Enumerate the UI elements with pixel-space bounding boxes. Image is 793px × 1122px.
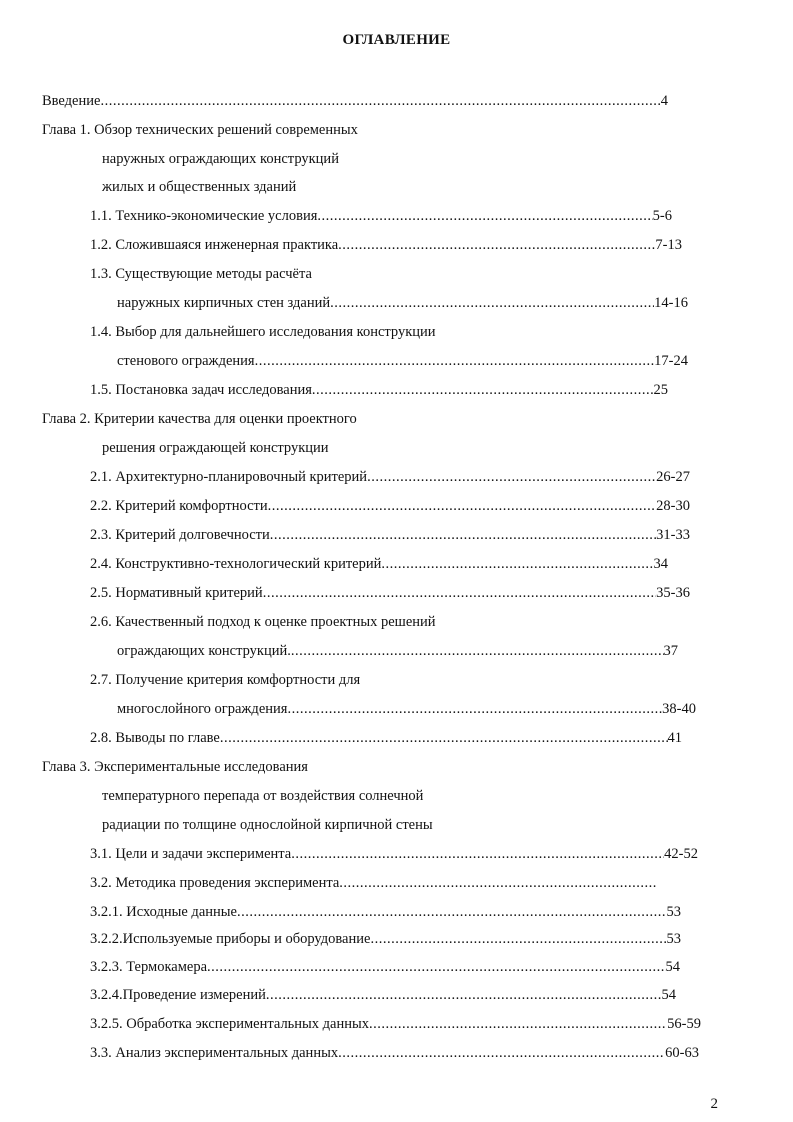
toc-entry xyxy=(90,903,681,921)
toc-entry-text: 1.2. Сложившаяся инженерная практика xyxy=(90,237,339,253)
toc-page-number: 7-13 xyxy=(655,237,682,253)
toc-entry-text: температурного перепада от воздействия солнечной xyxy=(102,788,424,804)
toc-dot-leader xyxy=(370,930,666,948)
toc-entry xyxy=(42,758,308,776)
toc-entry-text: 3.2.4.Проведение измерений xyxy=(90,987,266,1003)
toc-dot-leader xyxy=(312,381,654,399)
toc-dot-leader xyxy=(237,903,667,921)
toc-page-number: 53 xyxy=(666,931,681,947)
toc-dot-leader xyxy=(369,1015,667,1033)
toc-entry xyxy=(117,642,678,660)
toc-dot-leader xyxy=(266,986,662,1004)
toc-page-number: 4 xyxy=(660,93,668,109)
toc-entry-text: 2.3. Критерий долговечности xyxy=(90,527,270,543)
toc-entry xyxy=(90,845,698,863)
toc-entry-text: 3.2.2.Используемые приборы и оборудование xyxy=(90,931,371,947)
toc-entry xyxy=(102,178,296,196)
toc-dot-leader xyxy=(255,352,655,370)
toc-entry-text: Глава 2. Критерии качества для оценки проектного xyxy=(42,411,357,427)
toc-entry-text: стенового ограждения xyxy=(117,353,255,369)
toc-dot-leader xyxy=(338,236,655,254)
toc-entry-text: 2.7. Получение критерия комфортности для xyxy=(90,672,361,688)
toc-entry-text: 3.3. Анализ экспериментальных данных xyxy=(90,1045,339,1061)
toc-entry xyxy=(117,294,688,312)
toc-entry-text: 3.2. Методика проведения эксперимента xyxy=(90,875,340,891)
toc-entry xyxy=(90,1015,701,1033)
toc-entry xyxy=(102,439,329,457)
toc-entry xyxy=(90,468,690,486)
page-number: 2 xyxy=(710,1096,718,1112)
toc-entry-text: жилых и общественных зданий xyxy=(102,179,297,195)
toc-entry-text: 2.1. Архитектурно-планировочный критерий xyxy=(90,469,368,485)
toc-entry-text: 1.1. Технико-экономические условия xyxy=(90,208,318,224)
toc-page-number: 26-27 xyxy=(656,469,690,485)
toc-entry xyxy=(90,584,690,602)
toc-entry xyxy=(117,352,688,370)
toc-entry xyxy=(90,497,690,515)
toc-dot-leader xyxy=(268,497,657,515)
toc-entry-text: радиации по толщине однослойной кирпичной стены xyxy=(102,817,433,833)
toc-entry xyxy=(42,92,668,110)
toc-entry-text: ограждающих конструкций. xyxy=(117,643,291,659)
toc-page-number: 17-24 xyxy=(654,353,688,369)
toc-entry xyxy=(90,526,690,544)
toc-entry-text: 1.3. Существующие методы расчёта xyxy=(90,266,312,282)
toc-entry xyxy=(90,236,682,254)
toc-page-number: 53 xyxy=(666,904,681,920)
toc-entry xyxy=(90,555,668,573)
toc-page-number: 38-40 xyxy=(662,701,696,717)
toc-dot-leader xyxy=(207,958,665,976)
toc-dot-leader xyxy=(330,294,654,312)
toc-entry-text: 3.1. Цели и задачи эксперимента xyxy=(90,846,292,862)
toc-page-number: 54 xyxy=(665,959,680,975)
toc-entry-text: 2.5. Нормативный критерий xyxy=(90,585,263,601)
toc-entry-text: 2.4. Конструктивно-технологический критерий xyxy=(90,556,382,572)
toc-entry xyxy=(42,410,357,428)
toc-dot-leader xyxy=(291,642,664,660)
toc-page-number: 56-59 xyxy=(667,1016,701,1032)
toc-entry-text: 2.2. Критерий комфортности xyxy=(90,498,268,514)
toc-dot-leader xyxy=(291,845,664,863)
toc-dot-leader xyxy=(270,526,656,544)
toc-entry-text: Глава 3. Экспериментальные исследования xyxy=(42,759,308,775)
toc-entry xyxy=(90,729,682,747)
toc-page-number: 34 xyxy=(653,556,668,572)
toc-dot-leader xyxy=(263,584,656,602)
toc-entry-text: наружных кирпичных стен зданий xyxy=(117,295,331,311)
toc-entry xyxy=(42,121,358,139)
toc-entry xyxy=(102,150,339,168)
toc-entry xyxy=(90,265,312,283)
toc-page-number: 5-6 xyxy=(652,208,672,224)
toc-dot-leader xyxy=(287,700,662,718)
toc-dot-leader xyxy=(338,1044,665,1062)
toc-entry xyxy=(90,1044,699,1062)
toc-entry xyxy=(90,613,436,631)
toc-page-number: 25 xyxy=(653,382,668,398)
toc-entry xyxy=(102,816,433,834)
toc-page-number: 28-30 xyxy=(656,498,690,514)
toc-page-number: 37 xyxy=(663,643,678,659)
toc-entry xyxy=(90,323,436,341)
toc-entry xyxy=(90,986,676,1004)
page-title: ОГЛАВЛЕНИЕ xyxy=(342,32,451,48)
toc-entry xyxy=(90,874,657,892)
toc-entry-text: 3.2.5. Обработка экспериментальных данных xyxy=(90,1016,369,1032)
toc-dot-leader xyxy=(381,555,653,573)
toc-entry xyxy=(117,700,696,718)
toc-entry-text: Введение xyxy=(42,93,101,109)
toc-dot-leader xyxy=(367,468,656,486)
toc-entry-text: наружных ограждающих конструкций xyxy=(102,151,339,167)
toc-entry-text: многослойного ограждения xyxy=(117,701,288,717)
toc-entry-text: Глава 1. Обзор технических решений современных xyxy=(42,122,358,138)
toc-page-number: 41 xyxy=(667,730,682,746)
toc-page-number: 14-16 xyxy=(654,295,688,311)
toc-entry xyxy=(102,787,423,805)
toc-entry-text: 1.4. Выбор для дальнейшего исследования конструкции xyxy=(90,324,436,340)
toc-entry xyxy=(90,930,681,948)
toc-entry xyxy=(90,381,668,399)
toc-entry-text: 1.5. Постановка задач исследования xyxy=(90,382,312,398)
toc-entry-text: 2.8. Выводы по главе xyxy=(90,730,220,746)
toc-page-number: 60-63 xyxy=(665,1045,699,1061)
toc-page-number: 35-36 xyxy=(656,585,690,601)
toc-entry-text: 2.6. Качественный подход к оценке проектных решений xyxy=(90,614,436,630)
toc-dot-leader xyxy=(100,92,660,110)
toc-dot-leader xyxy=(317,207,652,225)
toc-entry-text: 3.2.1. Исходные данные xyxy=(90,904,237,920)
toc-entry xyxy=(90,958,680,976)
toc-dot-leader xyxy=(220,729,668,747)
toc-entry xyxy=(90,671,360,689)
toc-entry-text: решения ограждающей конструкции xyxy=(102,440,329,456)
toc-dot-leader xyxy=(339,874,657,892)
toc-page-number: 42-52 xyxy=(664,846,698,862)
toc-page-number: 31-33 xyxy=(656,527,690,543)
toc-page-number: 54 xyxy=(661,987,676,1003)
toc-entry xyxy=(90,207,672,225)
toc-entry-text: 3.2.3. Термокамера xyxy=(90,959,208,975)
